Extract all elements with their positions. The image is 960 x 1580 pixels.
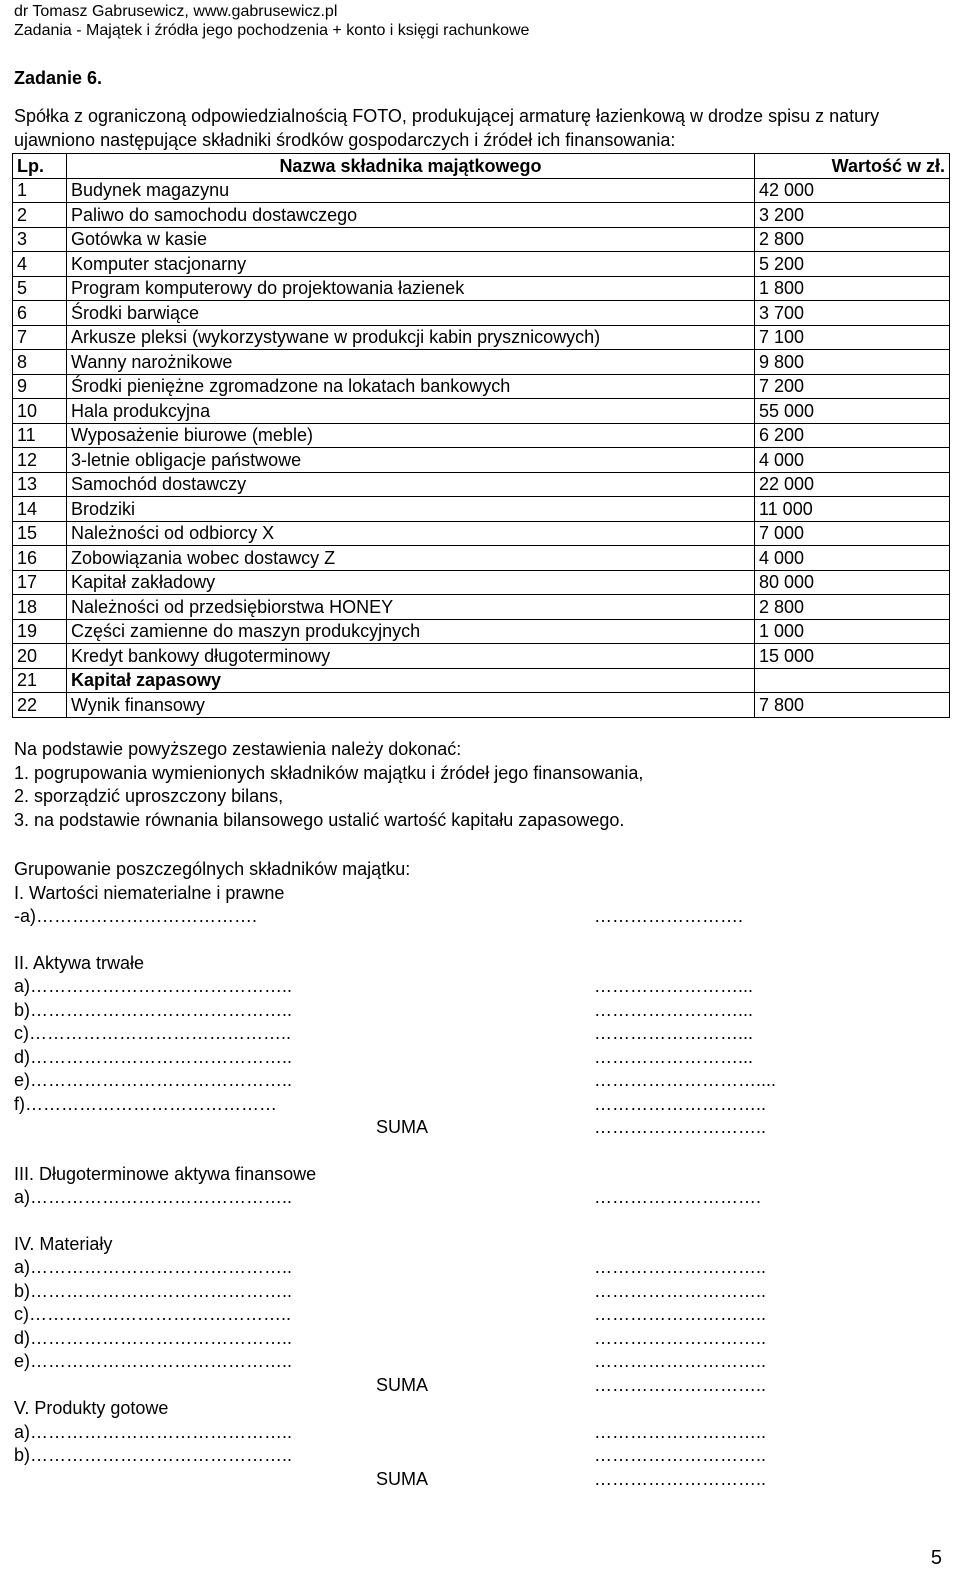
cell-value: 7 100 <box>755 325 950 350</box>
cell-lp: 5 <box>13 276 67 301</box>
cell-lp: 7 <box>13 325 67 350</box>
cell-name: Wynik finansowy <box>67 693 755 718</box>
table-row <box>13 668 950 693</box>
cell-value: 3 200 <box>755 203 950 228</box>
table-row <box>13 693 950 718</box>
cell-lp: 11 <box>13 423 67 448</box>
section-heading: I. Wartości niematerialne i prawne <box>14 882 285 903</box>
cell-value: 22 000 <box>755 472 950 497</box>
fill-line: b)…………………………………….. <box>14 1445 293 1465</box>
cell-name: Kapitał zakładowy <box>67 570 755 595</box>
fill-line: -a)………………………………. <box>14 906 257 926</box>
section-heading: III. Długoterminowe aktywa finansowe <box>14 1163 317 1184</box>
table-row <box>13 374 950 399</box>
page-header <box>14 2 529 40</box>
fill-line: b)…………………………………….. <box>14 1280 293 1301</box>
task-title: Zadanie 6. <box>14 68 103 88</box>
cell-name: Hala produkcyjna <box>67 399 755 424</box>
cell-value: 1 800 <box>755 276 950 301</box>
fill-value: ……………………….. <box>594 1421 767 1442</box>
header-lp: Lp. <box>13 154 67 179</box>
instruction-item: 3. na podstawie równania bilansowego ustalić wartość kapitału zapasowego. <box>14 809 625 830</box>
cell-lp: 13 <box>13 472 67 497</box>
subtitle-line: Zadania - Majątek i źródła jego pochodzenia + konto i księgi rachunkowe <box>14 22 530 39</box>
table-row <box>13 276 950 301</box>
cell-lp: 3 <box>13 227 67 252</box>
cell-value: 6 200 <box>755 423 950 448</box>
fill-value: ……………………. <box>594 906 744 926</box>
fill-value: ……………………….. <box>594 1280 767 1301</box>
fill-value: ……………………... <box>594 976 754 996</box>
instructions-intro: Na podstawie powyższego zestawienia należy dokonać: <box>14 739 462 759</box>
instruction-item: 1. pogrupowania wymienionych składników majątku i źródeł jego finansowania, <box>14 762 644 783</box>
table-row <box>13 399 950 424</box>
suma-value: ……………………….. <box>594 1117 767 1137</box>
table-row <box>13 546 950 571</box>
cell-lp: 20 <box>13 644 67 669</box>
fill-value: ……………………... <box>594 1023 754 1043</box>
cell-value: 15 000 <box>755 644 950 669</box>
fill-value: ……………………….. <box>594 1257 767 1277</box>
fill-line: e)…………………………………….. <box>14 1070 293 1090</box>
cell-name: Brodziki <box>67 497 755 522</box>
fill-line: c)…………………………………….. <box>14 1304 291 1324</box>
table-row <box>13 325 950 350</box>
suma-label: SUMA <box>376 1374 429 1395</box>
cell-name: Komputer stacjonarny <box>67 252 755 277</box>
suma-label: SUMA <box>376 1468 429 1489</box>
instruction-item: 2. sporządzić uproszczony bilans, <box>14 786 284 806</box>
table-row <box>13 521 950 546</box>
cell-name: Budynek magazynu <box>67 178 755 203</box>
cell-name: Części zamienne do maszyn produkcyjnych <box>67 619 755 644</box>
table-row <box>13 644 950 669</box>
header-name: Nazwa składnika majątkowego <box>67 154 755 179</box>
cell-name: Środki barwiące <box>67 301 755 326</box>
cell-lp: 12 <box>13 448 67 473</box>
table-row <box>13 619 950 644</box>
cell-value: 11 000 <box>755 497 950 522</box>
fill-line: d)…………………………………….. <box>14 1327 293 1348</box>
fill-value: ……………………….. <box>594 1327 767 1348</box>
cell-name: 3-letnie obligacje państwowe <box>67 448 755 473</box>
cell-lp: 8 <box>13 350 67 375</box>
cell-lp: 21 <box>13 668 67 693</box>
fill-value: ……………………….. <box>594 1093 767 1114</box>
suma-value: ……………………….. <box>594 1468 767 1489</box>
grouping-title: Grupowanie poszczególnych składników majątku: <box>14 859 411 879</box>
fill-line: c)…………………………………….. <box>14 1023 291 1043</box>
cell-value: 5 200 <box>755 252 950 277</box>
cell-lp: 22 <box>13 693 67 718</box>
cell-lp: 19 <box>13 619 67 644</box>
table-row <box>13 227 950 252</box>
fill-value: ……………………….. <box>594 1304 767 1324</box>
cell-name: Paliwo do samochodu dostawczego <box>67 203 755 228</box>
fill-line: a)…………………………………….. <box>14 976 293 996</box>
header-value: Wartość w zł. <box>755 154 950 179</box>
cell-name: Zobowiązania wobec dostawcy Z <box>67 546 755 571</box>
table-row <box>13 252 950 277</box>
cell-name: Gotówka w kasie <box>67 227 755 252</box>
fill-value: ………………………. <box>594 1187 762 1207</box>
cell-lp: 16 <box>13 546 67 571</box>
assets-table <box>12 153 950 718</box>
cell-name: Należności od przedsiębiorstwa HONEY <box>67 595 755 620</box>
table-row <box>13 350 950 375</box>
fill-line: a)…………………………………….. <box>14 1257 293 1277</box>
cell-value: 4 000 <box>755 448 950 473</box>
fill-value: ……………………... <box>594 999 754 1020</box>
cell-name: Należności od odbiorcy X <box>67 521 755 546</box>
table-row <box>13 497 950 522</box>
cell-value: 42 000 <box>755 178 950 203</box>
section-heading: II. Aktywa trwałe <box>14 952 145 973</box>
cell-lp: 15 <box>13 521 67 546</box>
table-row <box>13 570 950 595</box>
table-row <box>13 178 950 203</box>
cell-name: Wyposażenie biurowe (meble) <box>67 423 755 448</box>
fill-line: a)…………………………………….. <box>14 1421 293 1442</box>
fill-line: a)…………………………………….. <box>14 1187 293 1207</box>
cell-value: 80 000 <box>755 570 950 595</box>
section-heading: V. Produkty gotowe <box>14 1398 169 1418</box>
table-row <box>13 203 950 228</box>
suma-value: ……………………….. <box>594 1374 767 1395</box>
cell-value: 9 800 <box>755 350 950 375</box>
fill-value: ……………………….... <box>594 1070 777 1090</box>
fill-line: d)…………………………………….. <box>14 1046 293 1067</box>
table-row <box>13 301 950 326</box>
section-heading: IV. Materiały <box>14 1233 113 1254</box>
fill-value: ……………………….. <box>594 1445 767 1465</box>
cell-name: Kapitał zapasowy <box>67 668 755 693</box>
table-row <box>13 423 950 448</box>
cell-value: 7 000 <box>755 521 950 546</box>
fill-line: e)…………………………………….. <box>14 1351 293 1371</box>
cell-name: Samochód dostawczy <box>67 472 755 497</box>
cell-lp: 17 <box>13 570 67 595</box>
cell-name: Arkusze pleksi (wykorzystywane w produkcji kabin prysznicowych) <box>67 325 755 350</box>
cell-lp: 10 <box>13 399 67 424</box>
fill-line: f)…………………………………… <box>14 1093 277 1114</box>
cell-lp: 18 <box>13 595 67 620</box>
cell-value: 3 700 <box>755 301 950 326</box>
page-number: 5 <box>930 1547 942 1569</box>
fill-value: ……………………….. <box>594 1351 767 1371</box>
cell-name: Wanny narożnikowe <box>67 350 755 375</box>
cell-value: 2 800 <box>755 595 950 620</box>
cell-value: 7 200 <box>755 374 950 399</box>
cell-value: 7 800 <box>755 693 950 718</box>
cell-lp: 6 <box>13 301 67 326</box>
cell-name: Program komputerowy do projektowania łazienek <box>67 276 755 301</box>
table-row <box>13 448 950 473</box>
instructions <box>14 738 643 832</box>
suma-label: SUMA <box>376 1117 429 1137</box>
fill-value: ……………………... <box>594 1046 754 1067</box>
cell-lp: 9 <box>13 374 67 399</box>
fill-line: b)…………………………………….. <box>14 999 293 1020</box>
cell-lp: 14 <box>13 497 67 522</box>
grouping <box>14 858 944 1491</box>
cell-value: 2 800 <box>755 227 950 252</box>
table-row <box>13 472 950 497</box>
cell-name: Środki pieniężne zgromadzone na lokatach bankowych <box>67 374 755 399</box>
task-intro: Spółka z ograniczoną odpowiedzialnością FOTO, produkującej armaturę łazienkową w drodze spisu z natury ujawniono następujące składniki środków gospodarczych i źródeł ich finansowania: <box>14 106 880 150</box>
cell-value: 4 000 <box>755 546 950 571</box>
cell-value <box>755 668 950 693</box>
cell-value: 55 000 <box>755 399 950 424</box>
cell-lp: 2 <box>13 203 67 228</box>
author-line: dr Tomasz Gabrusewicz, www.gabrusewicz.pl <box>14 3 338 20</box>
cell-value: 1 000 <box>755 619 950 644</box>
table-row <box>13 595 950 620</box>
cell-lp: 1 <box>13 178 67 203</box>
table-header-row <box>13 154 950 179</box>
cell-lp: 4 <box>13 252 67 277</box>
cell-name: Kredyt bankowy długoterminowy <box>67 644 755 669</box>
